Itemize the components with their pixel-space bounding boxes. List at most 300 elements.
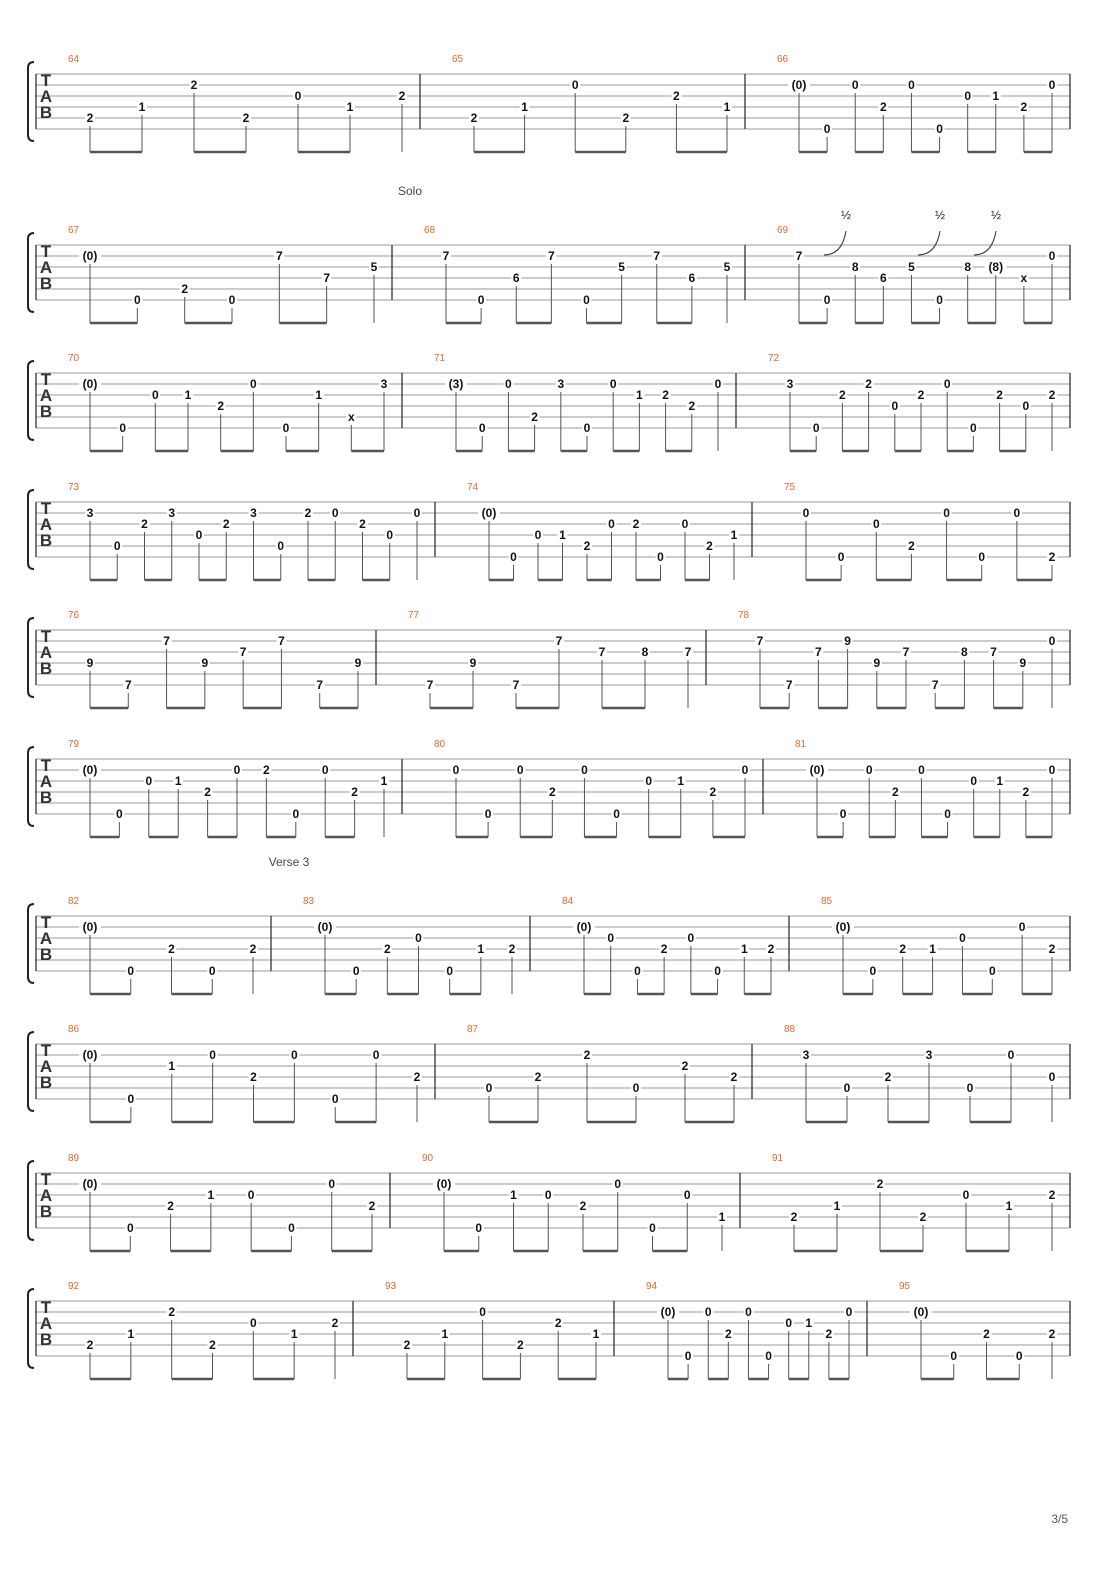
fret-number: (0)	[660, 1305, 676, 1319]
fret-number: 1	[805, 1316, 813, 1330]
fret-number: 6	[512, 271, 520, 285]
fret-number: 0	[282, 421, 290, 435]
tab-clef-letter: T	[40, 370, 52, 389]
fret-number: 3	[168, 506, 176, 520]
fret-number: (0)	[82, 920, 98, 934]
bend-arrow	[974, 231, 996, 255]
fret-number: 0	[684, 1349, 692, 1363]
fret-number: 0	[645, 774, 653, 788]
fret-number: 0	[510, 550, 517, 564]
fret-number: 0	[1048, 634, 1056, 648]
fret-number: 9	[1019, 656, 1027, 670]
measure-number: 77	[408, 610, 420, 621]
tab-clef-letter: B	[39, 402, 53, 421]
fret-number: 7	[785, 678, 793, 692]
fret-number: 2	[304, 506, 312, 520]
fret-number: 0	[1048, 1070, 1056, 1084]
fret-number: 2	[1020, 100, 1028, 114]
fret-number: (0)	[82, 249, 98, 263]
fret-number: 5	[618, 260, 625, 274]
section-label: Verse 3	[268, 855, 310, 869]
fret-number: 0	[583, 293, 590, 307]
fret-number: 2	[86, 1338, 94, 1352]
tab-clef-letter: B	[39, 1330, 53, 1349]
measure-number: 88	[784, 1024, 796, 1035]
fret-number: 0	[936, 122, 943, 136]
measure-number: 85	[821, 896, 833, 907]
fret-number: 2	[167, 1199, 174, 1213]
tab-clef-letter: T	[40, 242, 52, 261]
fret-number: 0	[683, 1188, 691, 1202]
fret-number: (0)	[82, 1177, 98, 1191]
measure-number: 68	[424, 225, 436, 236]
fret-number: 0	[970, 774, 978, 788]
fret-number: 7	[316, 678, 324, 692]
fret-number: 1	[521, 100, 528, 114]
system-bracket	[28, 62, 34, 141]
fret-number: 7	[163, 634, 170, 648]
fret-number: 2	[359, 517, 366, 531]
fret-number: 0	[632, 1081, 640, 1095]
fret-number: 2	[249, 942, 257, 956]
fret-number: 0	[583, 421, 591, 435]
fret-number: 2	[403, 1338, 411, 1352]
fret-number: 2	[681, 1059, 689, 1073]
fret-number: 1	[718, 1210, 726, 1224]
fret-number: 0	[331, 506, 339, 520]
fret-number: 0	[581, 763, 588, 777]
fret-number: 0	[249, 1316, 257, 1330]
fret-number: 2	[825, 1327, 833, 1341]
tab-clef-letter: B	[39, 103, 53, 122]
tab-clef-letter: T	[40, 1170, 52, 1189]
fret-number: 5	[908, 260, 915, 274]
fret-number: 0	[228, 293, 236, 307]
fret-number: (0)	[436, 1177, 452, 1191]
fret-number: 0	[328, 1177, 336, 1191]
fret-number: 0	[687, 931, 695, 945]
fret-number: 1	[559, 528, 566, 542]
fret-number: 3	[925, 1048, 933, 1062]
measure-number: 78	[738, 610, 750, 621]
fret-number: 7	[653, 249, 661, 263]
fret-number: 2	[884, 1070, 892, 1084]
fret-number: 0	[288, 1221, 295, 1235]
fret-number: 0	[962, 1188, 970, 1202]
fret-number: 2	[190, 78, 198, 92]
fret-number: 1	[929, 942, 936, 956]
tab-clef-letter: T	[40, 71, 52, 90]
fret-number: 1	[290, 1327, 298, 1341]
fret-number: 2	[1048, 388, 1056, 402]
fret-number: 2	[398, 89, 406, 103]
fret-number: 0	[233, 763, 241, 777]
tab-clef-letter: A	[39, 643, 53, 662]
measure-number: 72	[768, 353, 780, 364]
bend-annotation: ½	[840, 208, 852, 222]
fret-number: 2	[583, 539, 591, 553]
fret-number: 0	[943, 377, 951, 391]
fret-number: 2	[908, 539, 915, 553]
fret-number: 1	[174, 774, 182, 788]
section-label: Solo	[397, 184, 423, 198]
fret-number: 2	[517, 1338, 524, 1352]
measure-number: 70	[68, 353, 80, 364]
fret-number: 9	[86, 656, 94, 670]
fret-number: 0	[195, 528, 203, 542]
fret-number: 0	[785, 1316, 793, 1330]
fret-number: 9	[844, 634, 851, 648]
fret-number: 0	[119, 421, 127, 435]
fret-number: 8	[964, 260, 972, 274]
fret-number: 0	[966, 1081, 974, 1095]
fret-number: 8	[961, 645, 968, 659]
fret-number: 2	[660, 942, 668, 956]
fret-number: 7	[795, 249, 803, 263]
fret-number: 0	[823, 122, 831, 136]
tab-clef-letter: B	[39, 945, 53, 964]
measure-number: 82	[68, 896, 80, 907]
fret-number: 0	[352, 964, 360, 978]
fret-number: 0	[413, 506, 421, 520]
fret-number: 2	[331, 1316, 339, 1330]
fret-number: 0	[477, 293, 485, 307]
fret-number: 1	[168, 1059, 176, 1073]
fret-number: 1	[207, 1188, 215, 1202]
measure-number: 83	[303, 896, 315, 907]
system-bracket	[28, 1161, 34, 1240]
fret-number: 0	[765, 1349, 772, 1363]
measure-number: 75	[784, 482, 796, 493]
fret-number: (0)	[576, 920, 592, 934]
fret-number: 0	[839, 807, 847, 821]
measure-number: 65	[452, 54, 464, 65]
fret-number: 2	[242, 111, 250, 125]
fret-number: 0	[516, 763, 524, 777]
system-bracket	[28, 1289, 34, 1368]
fret-number: x	[347, 410, 355, 424]
fret-number: 7	[931, 678, 939, 692]
fret-number: 2	[204, 785, 211, 799]
fret-number: 0	[649, 1221, 656, 1235]
tab-clef-letter: T	[40, 627, 52, 646]
measure-number: 73	[68, 482, 80, 493]
measure-number: 71	[434, 353, 446, 364]
fret-number: 2	[673, 89, 680, 103]
system-bracket	[28, 904, 34, 983]
fret-number: 5	[723, 260, 731, 274]
tab-clef-letter: A	[39, 772, 53, 791]
fret-number: 0	[802, 506, 810, 520]
tab-clef-letter: B	[39, 1073, 53, 1092]
fret-number: 1	[996, 774, 1004, 788]
measure-number: 95	[899, 1281, 911, 1292]
fret-number: 1	[380, 774, 388, 788]
fret-number: 1	[723, 100, 731, 114]
measure-number: 92	[68, 1281, 80, 1292]
fret-number: 1	[138, 100, 146, 114]
fret-number: 0	[851, 78, 859, 92]
fret-number: (0)	[913, 1305, 929, 1319]
fret-number: (0)	[82, 1048, 98, 1062]
fret-number: 1	[441, 1327, 449, 1341]
fret-number: 0	[869, 964, 877, 978]
fret-number: 1	[992, 89, 1000, 103]
fret-number: 0	[918, 763, 925, 777]
fret-number: 0	[475, 1221, 483, 1235]
fret-number: (0)	[82, 377, 98, 391]
fret-number: 2	[413, 1070, 421, 1084]
fret-number: 2	[865, 377, 872, 391]
fret-number: 0	[714, 964, 721, 978]
fret-number: 3	[380, 377, 388, 391]
fret-number: 2	[622, 111, 630, 125]
bend-arrow	[824, 231, 846, 255]
fret-number: 9	[469, 656, 477, 670]
fret-number: (0)	[835, 920, 851, 934]
fret-number: 0	[607, 931, 615, 945]
fret-number: 0	[714, 377, 722, 391]
fret-number: 2	[383, 942, 391, 956]
fret-number: 0	[127, 964, 135, 978]
fret-number: 0	[571, 78, 579, 92]
fret-number: 2	[1048, 942, 1056, 956]
fret-number: 3	[557, 377, 565, 391]
fret-number: 0	[478, 421, 486, 435]
fret-number: 0	[865, 763, 873, 777]
fret-number: 1	[730, 528, 738, 542]
fret-number: 2	[899, 942, 907, 956]
fret-number: 7	[512, 678, 520, 692]
fret-number: 0	[970, 421, 977, 435]
fret-number: 2	[996, 388, 1003, 402]
bend-annotation: ½	[934, 208, 946, 222]
tab-clef-letter: A	[39, 386, 53, 405]
tab-clef-letter: A	[39, 1057, 53, 1076]
fret-number: 2	[181, 282, 189, 296]
fret-number: 9	[354, 656, 362, 670]
fret-number: 2	[767, 942, 775, 956]
fret-number: 9	[201, 656, 209, 670]
measure-number: 76	[68, 610, 80, 621]
fret-number: 0	[891, 399, 899, 413]
tab-clef-letter: A	[39, 87, 53, 106]
fret-number: 2	[217, 399, 225, 413]
tab-clef-letter: A	[39, 258, 53, 277]
fret-number: 2	[1022, 785, 1030, 799]
bend-arrow	[918, 231, 940, 255]
fret-number: 1	[346, 100, 354, 114]
fret-number: 0	[145, 774, 153, 788]
fret-number: 2	[470, 111, 478, 125]
fret-number: 0	[534, 528, 542, 542]
fret-number: 0	[479, 1305, 486, 1319]
fret-number: 0	[657, 550, 664, 564]
fret-number: 0	[372, 1048, 380, 1062]
fret-number: 0	[613, 807, 620, 821]
measure-number: 86	[68, 1024, 80, 1035]
fret-number: 2	[917, 388, 925, 402]
fret-number: (0)	[481, 506, 497, 520]
fret-number: 7	[990, 645, 997, 659]
measure-number: 81	[795, 739, 807, 750]
fret-number: 2	[839, 388, 846, 402]
fret-number: 0	[704, 1305, 712, 1319]
tab-clef-letter: A	[39, 929, 53, 948]
system-bracket	[28, 747, 34, 826]
fret-number: 1	[477, 942, 485, 956]
fret-number: 0	[1048, 763, 1056, 777]
fret-number: 0	[116, 807, 123, 821]
fret-number: 0	[988, 964, 996, 978]
fret-number: 1	[636, 388, 643, 402]
fret-number: 0	[741, 763, 749, 777]
measure-number: 80	[434, 739, 446, 750]
fret-number: 0	[608, 517, 615, 531]
fret-number: 8	[641, 645, 649, 659]
fret-number: 0	[113, 539, 121, 553]
tab-clef-letter: T	[40, 756, 52, 775]
fret-number: 2	[983, 1327, 990, 1341]
fret-number: 0	[446, 964, 454, 978]
tab-clef-letter: A	[39, 1314, 53, 1333]
fret-number: 7	[124, 678, 132, 692]
fret-number: 7	[275, 249, 283, 263]
fret-number: 1	[740, 942, 748, 956]
fret-number: 7	[598, 645, 606, 659]
fret-number: 3	[250, 506, 257, 520]
fret-number: 2	[222, 517, 230, 531]
fret-number: 2	[632, 517, 640, 531]
fret-number: 0	[277, 539, 285, 553]
fret-number: 0	[1015, 1349, 1023, 1363]
fret-number: x	[1020, 271, 1028, 285]
fret-number: 0	[127, 1092, 135, 1106]
tab-clef-letter: B	[39, 788, 53, 807]
fret-number: 0	[959, 931, 966, 945]
fret-number: 1	[127, 1327, 135, 1341]
fret-number: (0)	[317, 920, 333, 934]
fret-number: 0	[126, 1221, 134, 1235]
tab-clef-letter: A	[39, 1186, 53, 1205]
fret-number: 6	[879, 271, 887, 285]
fret-number: 3	[86, 506, 94, 520]
fret-number: 2	[724, 1327, 732, 1341]
fret-number: (0)	[791, 78, 807, 92]
fret-number: 2	[579, 1199, 587, 1213]
fret-number: 2	[168, 1305, 176, 1319]
fret-number: 0	[1048, 249, 1056, 263]
fret-number: 1	[833, 1199, 841, 1213]
measure-number: 91	[772, 1153, 784, 1164]
fret-number: 0	[249, 377, 257, 391]
fret-number: 2	[709, 785, 717, 799]
measure-number: 67	[68, 225, 80, 236]
fret-number: 0	[321, 763, 329, 777]
fret-number: 0	[944, 807, 951, 821]
tab-clef-letter: T	[40, 499, 52, 518]
fret-number: 2	[351, 785, 358, 799]
fret-number: 1	[315, 388, 323, 402]
fret-number: 0	[837, 550, 845, 564]
fret-number: 2	[583, 1048, 591, 1062]
fret-number: 2	[263, 763, 270, 777]
page-number: 3/5	[1051, 1512, 1068, 1526]
fret-number: 2	[534, 1070, 542, 1084]
fret-number: 0	[291, 1048, 298, 1062]
fret-number: 0	[614, 1177, 622, 1191]
fret-number: (8)	[988, 260, 1004, 274]
fret-number: 0	[1007, 1048, 1015, 1062]
measure-number: 87	[467, 1024, 479, 1035]
system-bracket	[28, 490, 34, 569]
tab-clef-letter: A	[39, 515, 53, 534]
fret-number: 1	[184, 388, 192, 402]
fret-number: 7	[555, 634, 563, 648]
tab-clef-letter: B	[39, 659, 53, 678]
measure-number: 93	[385, 1281, 397, 1292]
measure-number: 64	[68, 54, 80, 65]
fret-number: 2	[86, 111, 94, 125]
fret-number: 1	[592, 1327, 600, 1341]
fret-number: 7	[323, 271, 331, 285]
fret-number: 7	[756, 634, 764, 648]
fret-number: 2	[548, 785, 556, 799]
fret-number: 0	[484, 807, 492, 821]
system-bracket	[28, 618, 34, 697]
fret-number: 0	[634, 964, 641, 978]
fret-number: 0	[544, 1188, 552, 1202]
fret-number: 0	[872, 517, 880, 531]
bend-annotation: ½	[990, 208, 1002, 222]
fret-number: 0	[1048, 78, 1056, 92]
fret-number: 2	[790, 1210, 798, 1224]
system-bracket	[28, 361, 34, 440]
fret-number: 2	[508, 942, 516, 956]
fret-number: 3	[786, 377, 794, 391]
fret-number: 0	[1018, 920, 1026, 934]
fret-number: 2	[250, 1070, 257, 1084]
fret-number: 0	[386, 528, 394, 542]
fret-number: 7	[548, 249, 555, 263]
measure-number: 74	[467, 482, 479, 493]
fret-number: 0	[964, 89, 972, 103]
fret-number: 0	[745, 1305, 752, 1319]
fret-number: 0	[331, 1092, 339, 1106]
fret-number: 2	[919, 1210, 927, 1224]
measure-number: 79	[68, 739, 80, 750]
fret-number: 2	[876, 1177, 884, 1191]
system-bracket	[28, 1032, 34, 1111]
fret-number: 0	[936, 293, 943, 307]
fret-number: 2	[531, 410, 538, 424]
fret-number: 0	[209, 1048, 216, 1062]
measure-number: 89	[68, 1153, 80, 1164]
fret-number: 7	[426, 678, 434, 692]
fret-number: 2	[168, 942, 175, 956]
measure-number: 69	[777, 225, 789, 236]
measure-number: 84	[562, 896, 574, 907]
fret-number: 2	[706, 539, 713, 553]
fret-number: 0	[950, 1349, 958, 1363]
fret-number: 3	[802, 1048, 810, 1062]
measure-number: 66	[777, 54, 789, 65]
fret-number: 0	[208, 964, 216, 978]
fret-number: 0	[843, 1081, 851, 1095]
fret-number: 2	[730, 1070, 738, 1084]
fret-number: 2	[368, 1199, 376, 1213]
tab-clef-letter: T	[40, 1298, 52, 1317]
